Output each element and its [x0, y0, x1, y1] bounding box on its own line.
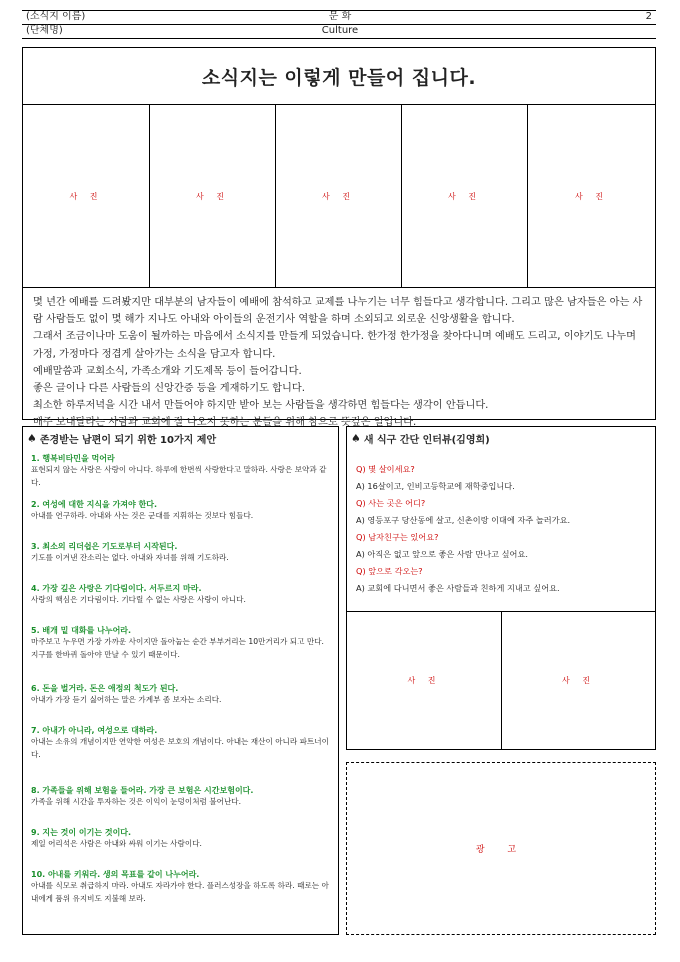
tip-title: 6. 돈을 벌거라. 돈은 애정의 척도가 된다.	[31, 684, 179, 693]
tip-title: 1. 행복비타민을 먹어라	[31, 454, 115, 463]
tip-item	[31, 869, 333, 919]
tip-item	[31, 453, 333, 495]
interview-photos	[346, 612, 656, 750]
tip-body: 제일 어리석은 사람은 아내와 싸워 이기는 사람이다.	[31, 839, 202, 848]
tips-heading	[27, 431, 216, 446]
tip-body: 기도를 이겨낸 잔소리는 없다. 아내와 자녀를 위해 기도하라.	[31, 553, 229, 562]
photo-placeholder-3: 사 진	[276, 105, 402, 288]
section-name: 문 화	[328, 11, 352, 22]
intro-text	[33, 294, 645, 432]
tip-list	[31, 453, 333, 919]
photo-placeholder-7: 사 진	[562, 676, 595, 685]
qa-list	[356, 464, 651, 594]
photo-placeholder-6: 사 진	[347, 612, 502, 749]
answer: A) 아직은 없고 앞으로 좋은 사람 만나고 싶어요.	[356, 549, 528, 559]
tip-item	[31, 625, 333, 683]
section-subtitle: Culture	[321, 25, 359, 36]
intro-section	[22, 47, 656, 429]
tip-item	[31, 541, 333, 583]
question: Q) 몇 살이세요?	[356, 464, 415, 474]
question: Q) 남자친구는 있어요?	[356, 532, 439, 542]
interview-heading-text: 새 식구 간단 인터뷰(김영희)	[363, 435, 490, 446]
tip-body: 아내를 연구하라. 아내와 사는 것은 군대를 지휘하는 것보다 힘들다.	[31, 511, 254, 520]
tip-title: 9. 지는 것이 이기는 것이다.	[31, 828, 132, 837]
tip-title: 8. 가족들을 위해 보험을 들어라. 가장 큰 보험은 시간보험이다.	[31, 786, 254, 795]
tip-item	[31, 827, 333, 869]
intro-paragraph: 그래서 조금이나마 도움이 될까하는 마음에서 소식지를 만들게 되었습니다. 한가정 한가정을 찾아다니며 예배도 드리고, 이야기도 나누며 가정, 가정마다 정겹게 살아가는 소식을 담고자 합니다.	[33, 331, 636, 360]
newsletter-name: (소식지 이름)	[26, 11, 86, 22]
question: Q) 앞으로 각오는?	[356, 566, 423, 576]
interview-section	[346, 426, 656, 612]
intro-paragraph: 예배말씀과 교회소식, 가족소개와 기도제목 등이 들어갑니다.	[33, 365, 302, 377]
photo-placeholder-4: 사 진	[402, 105, 528, 288]
page-number: 2	[645, 11, 652, 22]
tip-body: 표현되지 않는 사랑은 사랑이 아니다. 하루에 한번씩 사랑한다고 말하라. 사랑은 보약과 같다.	[31, 465, 327, 487]
tip-body: 아내를 식모로 취급하지 마라. 아내도 자라가야 한다. 플러스성장을 하도록 하라. 때로는 아내에게 품위 유지비도 지불해 보라.	[31, 881, 329, 903]
answer: A) 16살이고, 인비고등학교에 재학중입니다.	[356, 481, 515, 491]
tip-title: 7. 아내가 아니라, 여성으로 대하라.	[31, 726, 158, 735]
tip-item	[31, 683, 333, 725]
photo-placeholder-5: 사 진	[528, 105, 655, 288]
photo-placeholder-1: 사 진	[23, 105, 150, 288]
intro-paragraph: 몇 년간 예배를 드려봤지만 대부분의 남자들이 예배에 참석하고 교제를 나누기는 너무 힘들다고 생각합니다. 그리고 많은 남자들은 아는 사람 사람들도 없이 몇 해가 지나도 아내와 아이들의 운전기사 역할을 하며 소외되고 외로운 신앙생활을 합니다.	[33, 297, 643, 326]
tip-item	[31, 499, 333, 541]
ad-label: 광 고	[475, 845, 527, 855]
spade-icon: ♠	[27, 432, 37, 445]
tip-title: 4. 가장 깊은 사랑은 기다림이다. 서두르지 마라.	[31, 584, 202, 593]
tip-body: 가족을 위해 시간을 투자하는 것은 이익이 눈덩이처럼 불어난다.	[31, 797, 242, 806]
answer: A) 영등포구 당산동에 살고, 신촌이랑 이대에 자주 놀러가요.	[356, 515, 571, 525]
header-line-bottom	[22, 38, 656, 39]
photo-placeholder-2: 사 진	[150, 105, 276, 288]
tip-title: 3. 최소의 리더쉽은 기도로부터 시작된다.	[31, 542, 178, 551]
tip-body: 사랑의 핵심은 기다림이다. 기다릴 수 없는 사랑은 사랑이 아니다.	[31, 595, 246, 604]
tip-title: 2. 여성에 대한 지식을 가져야 한다.	[31, 500, 158, 509]
interview-heading	[351, 431, 490, 446]
tip-title: 5. 배개 밑 대화를 나누어라.	[31, 626, 132, 635]
tip-body: 아내가 가장 듣기 싫어하는 말은 가계부 좀 보자는 소리다.	[31, 695, 222, 704]
tip-title: 10. 아내를 키워라. 생의 목표를 같이 나누어라.	[31, 870, 200, 879]
tip-item	[31, 785, 333, 827]
tips-heading-text: 존경받는 남편이 되기 위한 10가지 제안	[39, 435, 217, 446]
tip-body: 마주보고 누우면 가장 가까운 사이지만 돌아눕는 순간 부부거리는 10만거리가 되고 만다. 지구를 한바퀴 돌아야 만날 수 있기 때문이다.	[31, 637, 324, 659]
tip-item	[31, 583, 333, 625]
intro-paragraph: 좋은 글이나 다른 사람들의 신앙간증 등을 게재하기도 합니다.	[33, 383, 305, 395]
intro-paragraph: 매주 보내달라는 사람과 교회에 잘 나오지 못하는 분들을 위해 참으로 뜻깊은 일입니다.	[33, 417, 417, 429]
spade-icon: ♠	[351, 432, 361, 445]
husband-tips-section	[22, 426, 339, 935]
organization-name: (단체명)	[26, 25, 63, 36]
page-title: 소식지는 이렇게 만들어 집니다.	[23, 48, 655, 105]
tip-item	[31, 725, 333, 785]
intro-paragraph: 최소한 하루저녁을 시간 내서 만들어야 하지만 받아 보는 사람들을 생각하면 힘들다는 생각이 안듭니다.	[33, 400, 489, 412]
answer: A) 교회에 다니면서 좋은 사람들과 친하게 지내고 싶어요.	[356, 583, 560, 593]
tip-body: 아내는 소유의 개념이지만 연약한 여성은 보호의 개념이다. 아내는 재산이 아니라 파트너이다.	[31, 737, 329, 759]
advertisement-placeholder	[346, 762, 656, 935]
question: Q) 사는 곳은 어디?	[356, 498, 426, 508]
